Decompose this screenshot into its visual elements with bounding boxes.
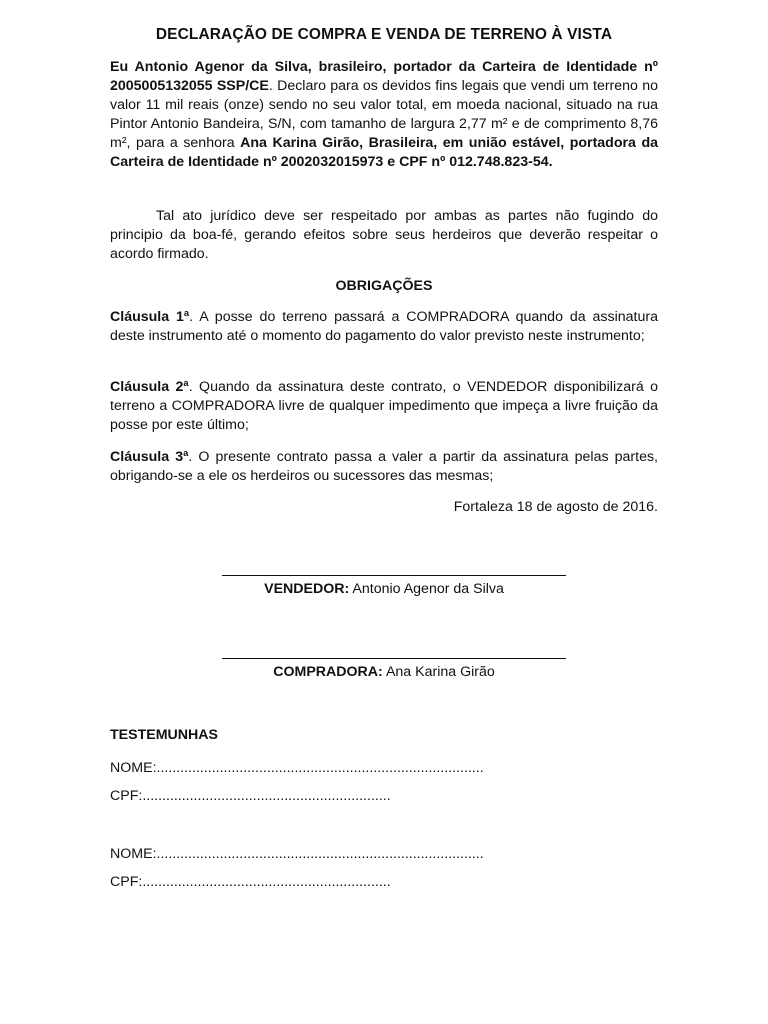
witnesses-heading-section	[110, 726, 658, 745]
clause-2-label: Cláusula 2ª	[110, 379, 189, 395]
clause-2-paragraph	[110, 378, 658, 435]
clause-3-text: . O presente contrato passa a valer a partir da assinatura pelas partes, obrigando-se a ele os herdeiros ou sucessores das mesmas;	[110, 449, 659, 484]
witness-2-name-field: NOME:...................................................................................	[110, 846, 484, 862]
buyer-role: COMPRADORA:	[273, 664, 383, 680]
clause-2-text: . Quando da assinatura deste contrato, o VENDEDOR disponibilizará o terreno a COMPRADORA livre de qualquer impedimento que impeça a livre fruição da posse por este último;	[110, 379, 658, 433]
clause-1	[110, 308, 658, 346]
witnesses-heading: TESTEMUNHAS	[110, 727, 218, 743]
seller-line	[222, 574, 566, 576]
clause-1-text: . A posse do terreno passará a COMPRADORA quando da assinatura deste instrumento até o momento do pagamento do valor previsto neste instrumento;	[110, 309, 658, 344]
clause-3-paragraph	[110, 448, 658, 486]
clause-1-label: Cláusula 1ª	[110, 309, 190, 325]
witness-1-name-field: NOME:...................................................................................	[110, 760, 484, 776]
document-title: DECLARAÇÃO DE COMPRA E VENDA DE TERRENO À VISTA	[155, 26, 613, 43]
obligations-heading-section	[110, 277, 658, 296]
clause-3-label: Cláusula 3ª	[110, 449, 189, 465]
clause-3	[110, 448, 658, 486]
obligations-heading: OBRIGAÇÕES	[335, 278, 433, 294]
intro-paragraph	[110, 58, 658, 172]
seller-role: VENDEDOR:	[264, 581, 350, 597]
paragraph-2: Tal ato jurídico deve ser respeitado por ambas as partes não fugindo do principio da boa-fé, gerando efeitos sobre seus herdeiros que deverão respeitar o acordo firmado.	[110, 208, 658, 262]
buyer-signature-block	[0, 663, 768, 682]
intro-text: . Declaro para os devidos fins legais que vendi um terreno no valor 11 mil reais (onze) sendo no seu valor total, em moeda nacional, situado na rua Pintor Antonio Bandeira, S/N, com tamanho de largura 2,77 m² e de comprimento 8,76 m², para a senhora	[110, 78, 658, 151]
buyer-line	[222, 657, 566, 659]
intro-bold-lead: Eu Antonio Agenor da Silva, brasileiro, portador da Carteira de Identidade nº 2005005132055 SSP/CE	[110, 59, 658, 94]
intro-section	[110, 58, 658, 172]
buyer-name: Ana Karina Girão	[382, 664, 495, 680]
clause-2	[110, 378, 658, 435]
intro-bold-tail: Ana Karina Girão, Brasileira, em união estável, portadora da Carteira de Identidade nº 2002032015973 e CPF nº 012.748.823-54.	[110, 135, 659, 170]
paragraph-2-section	[110, 207, 658, 264]
seller-signature-block	[0, 580, 768, 599]
place-date-section	[110, 498, 658, 517]
place-date: Fortaleza 18 de agosto de 2016.	[453, 499, 658, 515]
witness-2-cpf-field: CPF:...............................................................	[110, 874, 391, 890]
seller-name: Antonio Agenor da Silva	[349, 581, 504, 597]
clause-1-paragraph	[110, 308, 658, 346]
witness-1-cpf-field: CPF:...............................................................	[110, 788, 391, 804]
